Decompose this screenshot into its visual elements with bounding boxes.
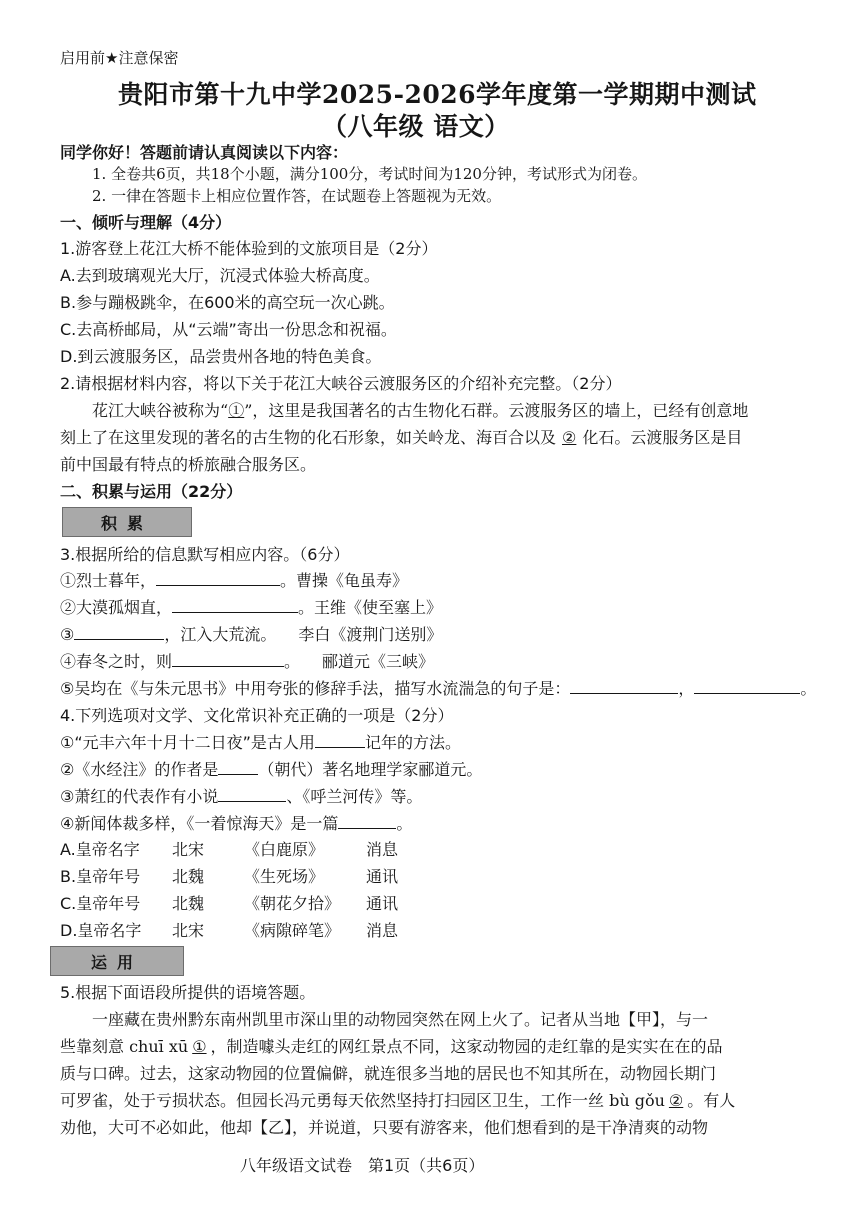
section-band-accumulation: 积累 [62, 507, 192, 537]
exam-title: 贵阳市第十九中学2025-2026学年度第一学期期中测试 [118, 80, 757, 109]
q3-text: ①烈士暮年， [60, 571, 157, 590]
q4-item-2 [60, 757, 482, 780]
q3-text: 。曹操《龟虽寿》 [280, 571, 409, 590]
q4-item-1 [60, 730, 461, 753]
q5-text: 。有人 [687, 1091, 736, 1110]
q4-item-3 [60, 784, 422, 807]
q1-option-c: C.去高桥邮局，从“云端”寄出一份思念和祝福。 [60, 320, 397, 339]
intro-note-2: 2. 一律在答题卡上相应位置作答，在试题卷上答题视为无效。 [92, 187, 502, 205]
q2-paragraph-line-2 [60, 425, 742, 448]
q3-blank [172, 650, 284, 667]
q4-cell: 消息 [366, 840, 399, 859]
q1-option-d: D.到云渡服务区，品尝贵州各地的特色美食。 [60, 347, 382, 366]
q4-option-d [60, 918, 398, 941]
q2-paragraph-line-3: 前中国最有特点的桥旅融合服务区。 [60, 455, 317, 474]
q4-text: 。 [396, 814, 413, 833]
q4-blank [315, 731, 365, 748]
q3-stem: 3.根据所给的信息默写相应内容。（6分） [60, 545, 350, 564]
q3-text: ， [678, 679, 695, 698]
q4-cell: 通讯 [366, 894, 399, 913]
q3-blank [172, 596, 298, 613]
q1-stem: 1.游客登上花江大桥不能体验到的文旅项目是（2分） [60, 239, 438, 258]
q3-blank [570, 677, 678, 694]
q5-text: ，制造噱头走红的网红景点不同，这家动物园的走红靠的是实实在在的品 [210, 1037, 723, 1056]
q4-cell: D.皇帝名字 [60, 921, 142, 940]
q3-text: 。 [800, 679, 817, 698]
page-footer: 八年级语文试卷 第1页（共6页） [240, 1156, 485, 1175]
q5-passage-line-4 [60, 1088, 735, 1111]
q4-text: 、《呼兰河传》等。 [286, 787, 423, 806]
q2-stem: 2.请根据材料内容，将以下关于花江大峡谷云渡服务区的介绍补充完整。（2分） [60, 374, 622, 393]
q2-text: 刻上了在这里发现的著名的古生物的化石形象，如关岭龙、海百合以及 [60, 428, 557, 447]
q4-cell: 《朝花夕拾》 [244, 894, 341, 913]
q3-item-1 [60, 568, 408, 591]
q2-text: 化石。云渡服务区是目 [582, 428, 743, 447]
q4-cell: 消息 [366, 921, 399, 940]
q3-blank [156, 569, 280, 586]
q2-blank-1: ① [228, 401, 245, 420]
intro-greeting: 同学你好！答题前请认真阅读以下内容： [60, 143, 349, 162]
q4-cell: B.皇帝年号 [60, 867, 141, 886]
section-2-heading: 二、积累与运用（22分） [60, 482, 243, 501]
q4-blank [218, 785, 286, 802]
q3-text: ，江入大荒流。 [164, 625, 277, 644]
q3-text: ②大漠孤烟直， [60, 598, 173, 617]
q5-passage-line-2 [60, 1034, 723, 1057]
q4-cell: A.皇帝名字 [60, 840, 140, 859]
q4-cell: 北魏 [172, 867, 205, 886]
q2-paragraph-line-1 [92, 398, 748, 421]
q4-text: ④新闻体裁多样，《一着惊海天》是一篇 [60, 814, 339, 833]
q5-text: 可罗雀，处于亏损状态。但园长冯元勇每天依然坚持打扫园区卫生，工作一丝 bù gǒu [60, 1091, 665, 1110]
q4-text: ②《水经注》的作者是 [60, 760, 219, 779]
q5-stem: 5.根据下面语段所提供的语境答题。 [60, 983, 316, 1002]
q4-cell: C.皇帝年号 [60, 894, 141, 913]
q4-cell: 北宋 [172, 840, 205, 859]
section-1-heading: 一、倾听与理解（4分） [60, 213, 232, 232]
q3-text: ④春冬之时，则 [60, 652, 173, 671]
q4-cell: 《白鹿原》 [244, 840, 325, 859]
q5-blank-2: ② [668, 1091, 684, 1110]
q4-cell: 《生死场》 [244, 867, 325, 886]
q3-item-4 [60, 649, 434, 672]
q2-blank-2: ② [562, 428, 577, 447]
q2-text: 花江大峡谷被称为“ [92, 401, 229, 420]
q3-item-5 [60, 676, 816, 699]
q2-text: ”，这里是我国著名的古生物化石群。云渡服务区的墙上，已经有创意地 [244, 401, 749, 420]
q3-text: 。王维《使至塞上》 [298, 598, 443, 617]
q3-item-2 [60, 595, 442, 618]
q4-blank [218, 758, 258, 775]
section-band-application: 运用 [50, 946, 184, 976]
q3-text: ③ [60, 625, 75, 644]
q4-option-c [60, 891, 398, 914]
q5-blank-1: ① [192, 1037, 207, 1056]
q4-cell: 通讯 [366, 867, 399, 886]
q3-text: ⑤吴均在《与朱元思书》中用夸张的修辞手法，描写水流湍急的句子是： [60, 679, 571, 698]
q3-source: 李白《渡荆门送别》 [298, 625, 443, 644]
q4-text: ①“元丰六年十月十二日夜”是古人用 [60, 733, 315, 752]
q4-item-4 [60, 811, 412, 834]
q1-option-a: A.去到玻璃观光大厅，沉浸式体验大桥高度。 [60, 266, 380, 285]
q5-passage-line-1: 一座藏在贵州黔东南州凯里市深山里的动物园突然在网上火了。记者从当地【甲】，与一 [92, 1010, 709, 1029]
q5-passage-line-5: 劝他，大可不必如此，他却【乙】，并说道，只要有游客来，他们想看到的是干净清爽的动物 [60, 1118, 709, 1137]
q3-blank [74, 623, 164, 640]
q3-text: 。 [284, 652, 301, 671]
q4-text: （朝代）著名地理学家郦道元。 [258, 760, 483, 779]
q3-item-3 [60, 622, 442, 645]
q4-option-b [60, 864, 398, 887]
exam-subtitle: （八年级 语文） [322, 112, 510, 141]
q4-cell: 《病隙碎笔》 [244, 921, 341, 940]
intro-note-1: 1. 全卷共6页，共18个小题，满分100分，考试时间为120分钟，考试形式为闭卷。 [92, 165, 647, 183]
q1-option-b: B.参与蹦极跳伞，在600米的高空玩一次心跳。 [60, 293, 395, 312]
q5-passage-line-3: 质与口碑。过去，这家动物园的位置偏僻，就连很多当地的居民也不知其所在，动物园长期门 [60, 1064, 717, 1083]
q4-text: 记年的方法。 [364, 733, 461, 752]
q3-source: 郦道元《三峡》 [322, 652, 435, 671]
q4-blank [338, 812, 396, 829]
q4-option-a [60, 837, 398, 860]
q4-cell: 北宋 [172, 921, 205, 940]
q5-text: 些靠刻意 chuī xū [60, 1037, 189, 1056]
q4-stem: 4.下列选项对文学、文化常识补充正确的一项是（2分） [60, 706, 454, 725]
q4-cell: 北魏 [172, 894, 205, 913]
q4-text: ③萧红的代表作有小说 [60, 787, 219, 806]
q3-blank [694, 677, 800, 694]
confidential-label: 启用前★注意保密 [60, 49, 179, 67]
